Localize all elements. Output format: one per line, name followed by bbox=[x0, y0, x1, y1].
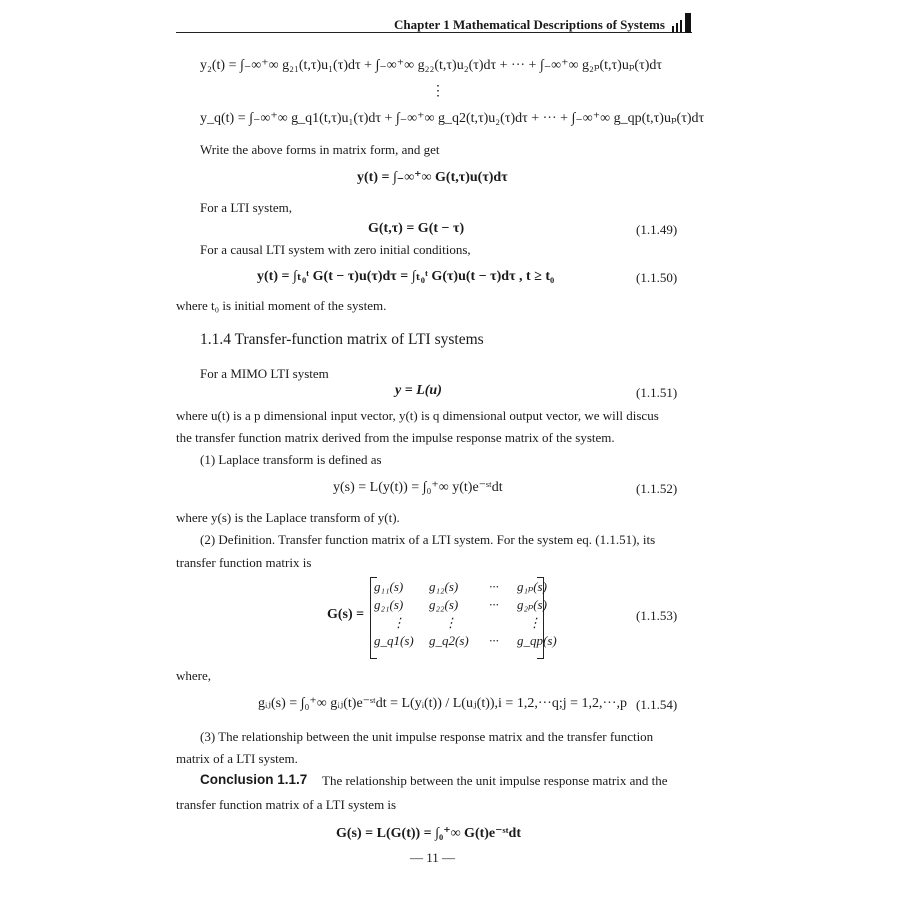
paragraph-write-matrix: Write the above forms in matrix form, and get bbox=[200, 142, 440, 157]
paragraph-where-ys: where y(s) is the Laplace transform of y(t). bbox=[176, 510, 400, 525]
matrix-cell: g_q1(s) bbox=[374, 633, 414, 648]
matrix-cell: g₂ₚ(s) bbox=[517, 597, 547, 612]
matrix-cell: ⋮ bbox=[392, 615, 405, 630]
matrix-row bbox=[374, 632, 558, 650]
matrix-row bbox=[374, 614, 558, 632]
paragraph-definition-line1: (2) Definition. Transfer function matrix of a LTI system. For the system eq. (1.1.51), its bbox=[200, 532, 656, 547]
matrix-cell: g_qp(s) bbox=[517, 633, 557, 648]
matrix-cell: g₁₁(s) bbox=[374, 579, 404, 594]
matrix-cell: g₁₂(s) bbox=[429, 579, 459, 594]
paragraph-conclusion-line2: transfer function matrix of a LTI system is bbox=[176, 797, 397, 812]
matrix-cell bbox=[488, 614, 516, 632]
equation-conclusion: G(s) = L(G(t)) = ∫₀⁺∞ G(t)e⁻ˢᵗdt bbox=[336, 826, 521, 841]
matrix-cell: ··· bbox=[489, 579, 499, 594]
equation-number-52: (1.1.52) bbox=[636, 481, 678, 496]
equation-1-1-54: gᵢⱼ(s) = ∫₀⁺∞ gᵢⱼ(t)e⁻ˢᵗdt = L(yᵢ(t)) / L(uⱼ(t)),i = 1,2,···q;j = 1,2,···,p bbox=[258, 696, 627, 711]
equation-matrix-form: y(t) = ∫₋∞⁺∞ G(t,τ)u(τ)dτ bbox=[357, 170, 508, 185]
paragraph-conclusion-line1: The relationship between the unit impulse response matrix and the bbox=[322, 773, 668, 788]
paragraph-where-t0: where t₀ is initial moment of the system. bbox=[176, 298, 387, 313]
page-number: — 11 — bbox=[410, 850, 456, 865]
conclusion-label: Conclusion 1.1.7 bbox=[200, 772, 308, 787]
equation-number-50: (1.1.50) bbox=[636, 270, 678, 285]
matrix-cell: ··· bbox=[489, 633, 499, 648]
matrix-cell: g₂₂(s) bbox=[429, 597, 459, 612]
matrix-cell: ⋮ bbox=[444, 615, 457, 630]
paragraph-mimo: For a MIMO LTI system bbox=[200, 366, 329, 381]
equation-number-54: (1.1.54) bbox=[636, 697, 678, 712]
equation-number-53: (1.1.53) bbox=[636, 608, 678, 623]
paragraph-where: where, bbox=[176, 668, 212, 683]
paragraph-relationship-line2: matrix of a LTI system. bbox=[176, 751, 298, 766]
matrix-cell: g_q2(s) bbox=[429, 633, 469, 648]
matrix-cell: g₂₁(s) bbox=[374, 597, 404, 612]
paragraph-where-u-line1: where u(t) is a p dimensional input vector, y(t) is q dimensional output vector, we will discus bbox=[176, 408, 659, 423]
header-rule bbox=[176, 32, 692, 33]
paragraph-definition-line2: transfer function matrix is bbox=[176, 555, 312, 570]
paragraph-laplace: (1) Laplace transform is defined as bbox=[200, 452, 382, 467]
matrix-cell: g₁ₚ(s) bbox=[517, 579, 547, 594]
equation-1-1-51: y = L(u) bbox=[395, 383, 442, 398]
paragraph-causal: For a causal LTI system with zero initial conditions, bbox=[200, 242, 471, 257]
matrix-cell: ⋮ bbox=[528, 615, 541, 630]
matrix-row bbox=[374, 578, 558, 596]
vertical-ellipsis: ⋮ bbox=[431, 84, 445, 99]
equation-1-1-49: G(t,τ) = G(t − τ) bbox=[368, 221, 465, 236]
equation-number-51: (1.1.51) bbox=[636, 385, 678, 400]
paragraph-lti: For a LTI system, bbox=[200, 200, 292, 215]
matrix-grid bbox=[374, 578, 558, 650]
equation-1-1-53-lhs: G(s) = bbox=[327, 607, 365, 622]
matrix-row bbox=[374, 596, 558, 614]
equation-y2: y₂(t) = ∫₋∞⁺∞ g₂₁(t,τ)u₁(τ)dτ + ∫₋∞⁺∞ g₂₂(t,τ)u₂(τ)dτ + ··· + ∫₋∞⁺∞ g₂ₚ(t,τ)uₚ(τ)dτ bbox=[200, 58, 662, 73]
equation-1-1-50: y(t) = ∫ₜ₀ᵗ G(t − τ)u(τ)dτ = ∫ₜ₀ᵗ G(τ)u(t − τ)dτ , t ≥ t₀ bbox=[257, 269, 555, 284]
paragraph-relationship-line1: (3) The relationship between the unit impulse response matrix and the transfer function bbox=[200, 729, 654, 744]
equation-yq: y_q(t) = ∫₋∞⁺∞ g_q1(t,τ)u₁(τ)dτ + ∫₋∞⁺∞ g_q2(t,τ)u₂(τ)dτ + ··· + ∫₋∞⁺∞ g_qp(t,τ)uₚ(τ)dτ bbox=[200, 111, 705, 126]
paragraph-where-u-line2: the transfer function matrix derived from the impulse response matrix of the system. bbox=[176, 430, 615, 445]
section-heading: 1.1.4 Transfer-function matrix of LTI systems bbox=[200, 331, 484, 348]
matrix-cell: ··· bbox=[489, 597, 499, 612]
equation-1-1-52: y(s) = L(y(t)) = ∫₀⁺∞ y(t)e⁻ˢᵗdt bbox=[333, 480, 503, 495]
equation-number-49: (1.1.49) bbox=[636, 222, 678, 237]
running-header-title: Chapter 1 Mathematical Descriptions of Systems bbox=[394, 17, 665, 32]
